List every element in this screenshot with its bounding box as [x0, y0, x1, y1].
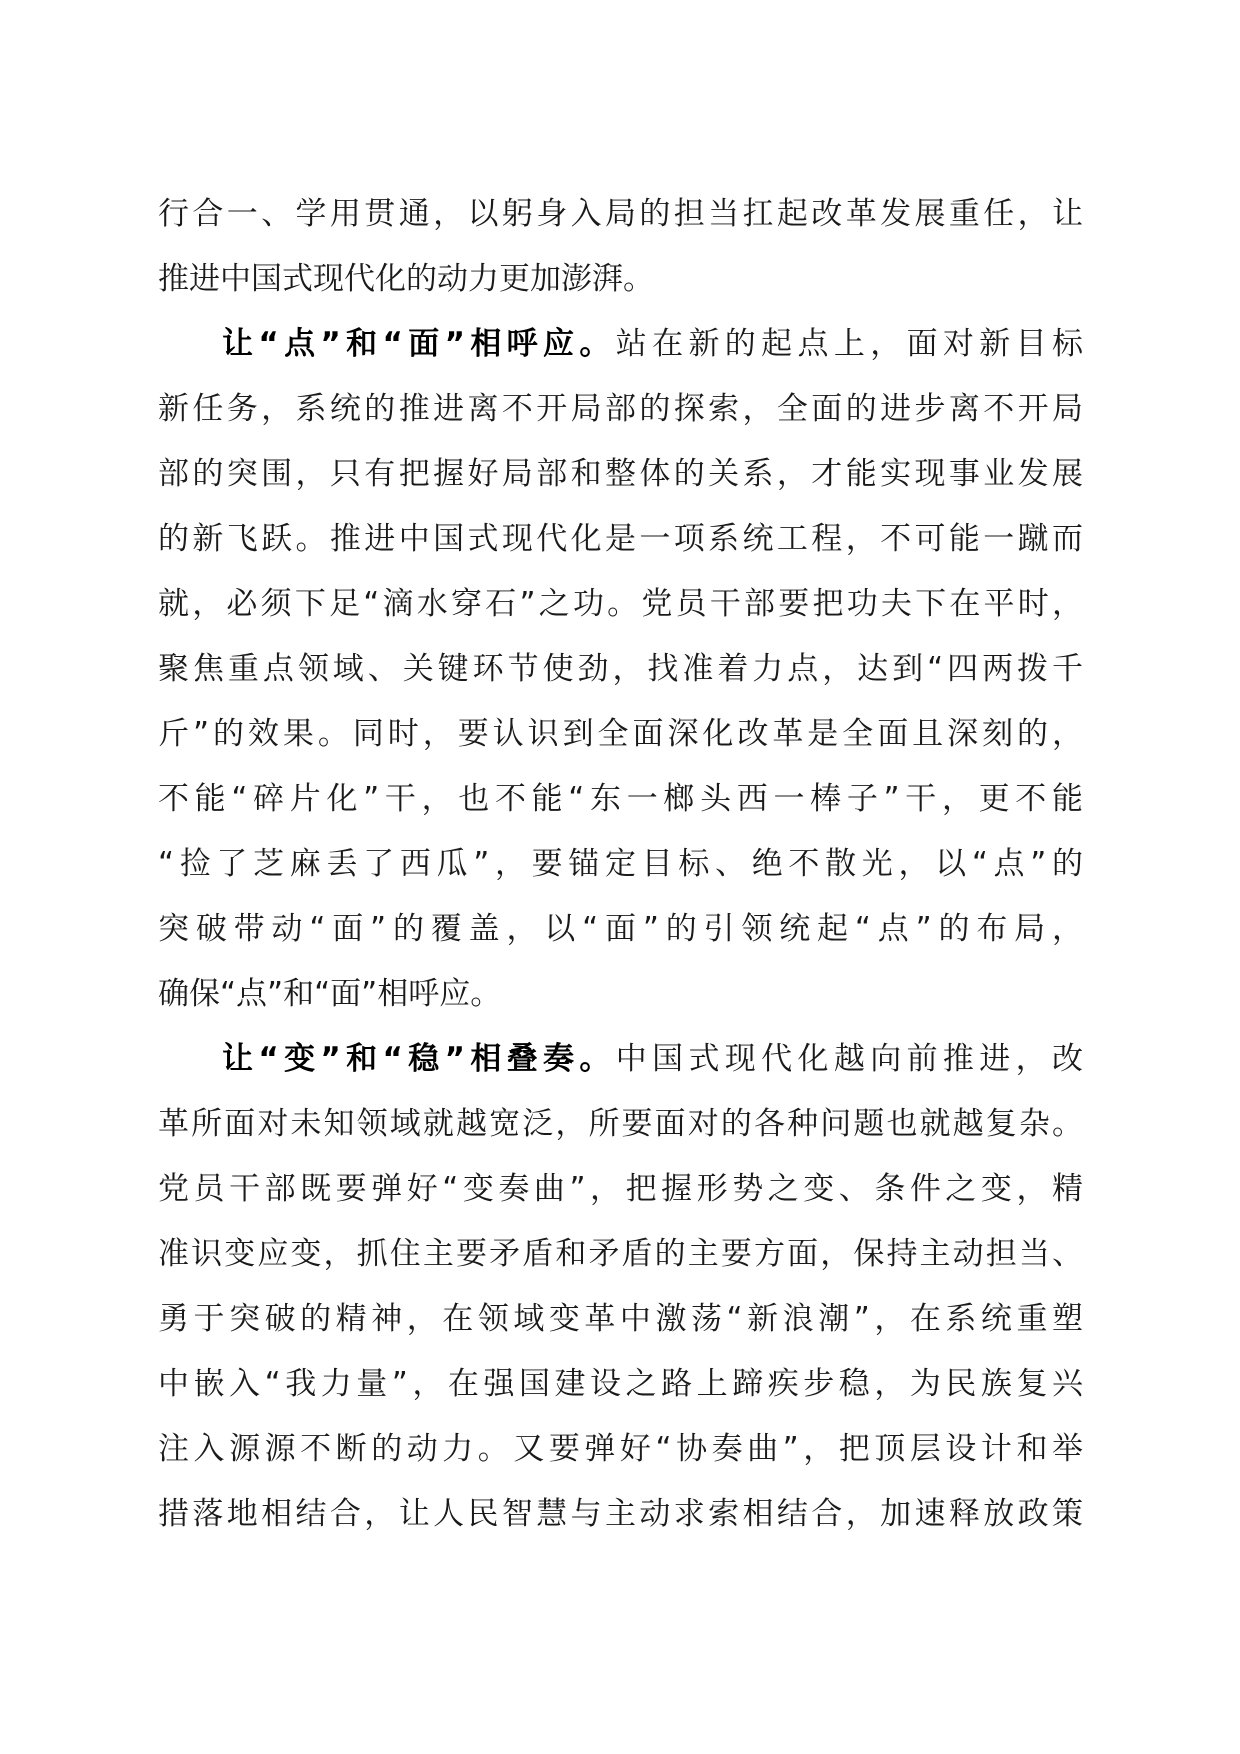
- paragraph-heading: 让“变”和“稳”相叠奏。: [222, 1041, 616, 1077]
- text-run: 中国式现代化越向前推进，改: [615, 1041, 1083, 1077]
- text-line: 不能“碎片化”干，也不能“东一榔头西一棒子”干，更不能: [158, 781, 1083, 817]
- text-line: 措落地相结合，让人民智慧与主动求索相结合，加速释放政策: [158, 1496, 1083, 1532]
- text-line: 就，必须下足“滴水穿石”之功。党员干部要把功夫下在平时，: [158, 586, 1083, 622]
- text-line: 革所面对未知领域就越宽泛，所要面对的各种问题也就越复杂。: [158, 1106, 1083, 1142]
- paragraph-first-line: [158, 1027, 1083, 1092]
- text-line: 行合一、学用贯通，以躬身入局的担当扛起改革发展重任，让: [158, 196, 1083, 232]
- text-line: 中嵌入“我力量”，在强国建设之路上蹄疾步稳，为民族复兴: [158, 1366, 1083, 1402]
- text-line: 新任务，系统的推进离不开局部的探索，全面的进步离不开局: [158, 391, 1083, 427]
- paragraph-first-line: [158, 312, 1083, 377]
- text-line: 注入源源不断的动力。又要弹好“协奏曲”，把顶层设计和举: [158, 1431, 1083, 1467]
- text-line: 勇于突破的精神，在领域变革中激荡“新浪潮”，在系统重塑: [158, 1301, 1083, 1337]
- text-line: 的新飞跃。推进中国式现代化是一项系统工程，不可能一蹴而: [158, 521, 1083, 557]
- text-line: “捡了芝麻丢了西瓜”，要锚定目标、绝不散光，以“点”的: [158, 846, 1083, 882]
- text-run: 站在新的起点上，面对新目标: [615, 326, 1083, 362]
- text-line: 聚焦重点领域、关键环节使劲，找准着力点，达到“四两拨千: [158, 651, 1083, 687]
- text-line: 党员干部既要弹好“变奏曲”，把握形势之变、条件之变，精: [158, 1171, 1083, 1207]
- text-line: 斤”的效果。同时，要认识到全面深化改革是全面且深刻的，: [158, 716, 1083, 752]
- text-line: 确保“点”和“面”相呼应。: [158, 976, 502, 1012]
- text-line: 部的突围，只有把握好局部和整体的关系，才能实现事业发展: [158, 456, 1083, 492]
- paragraph-heading: 让“点”和“面”相呼应。: [222, 326, 616, 362]
- text-line: 准识变应变，抓住主要矛盾和矛盾的主要方面，保持主动担当、: [158, 1236, 1083, 1272]
- text-line: 突破带动“面”的覆盖，以“面”的引领统起“点”的布局，: [158, 911, 1083, 947]
- document-body: [158, 182, 1083, 1547]
- text-line: 推进中国式现代化的动力更加澎湃。: [158, 261, 654, 297]
